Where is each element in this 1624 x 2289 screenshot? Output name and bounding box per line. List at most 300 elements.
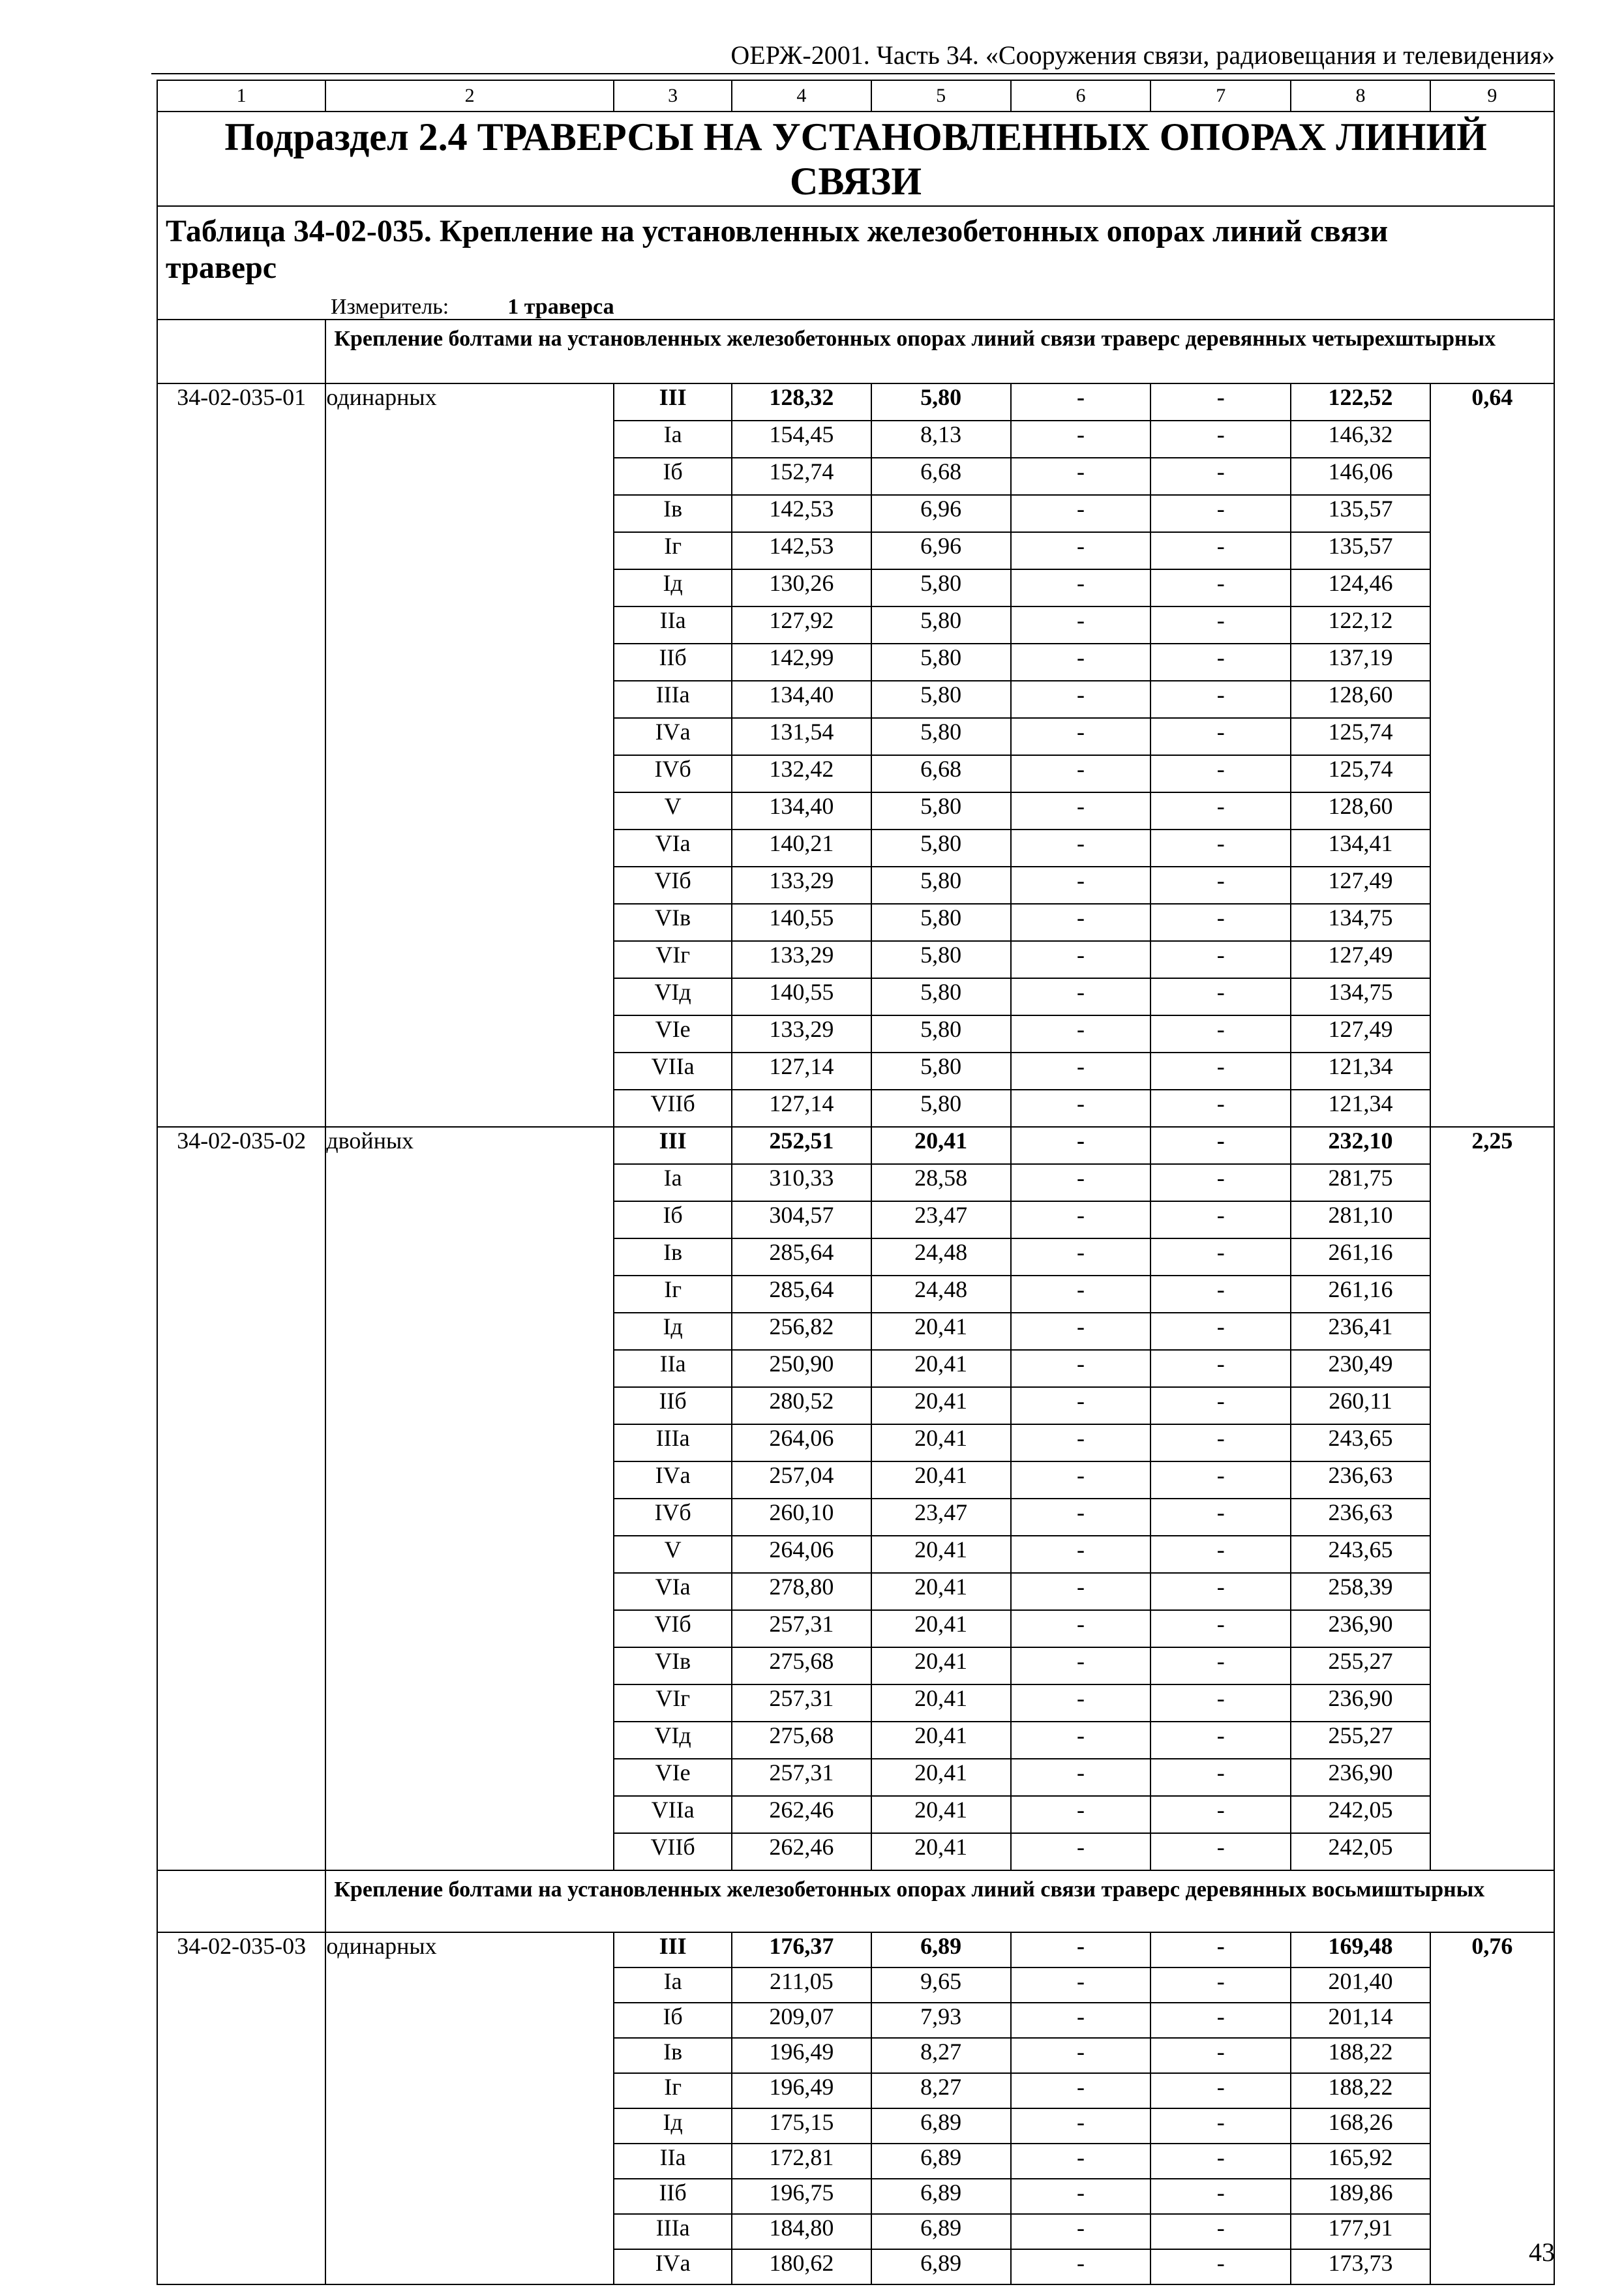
- rate-name: одинарных: [325, 1932, 614, 2284]
- labor-cost-cell: 20,41: [871, 1722, 1011, 1759]
- driver-wage-cell: -: [1150, 1499, 1291, 1536]
- total-cost-cell: 257,31: [732, 1610, 871, 1647]
- zone-cell: Iг: [614, 1276, 732, 1313]
- zone-cell: VIв: [614, 1647, 732, 1684]
- materials-cost-cell: 128,60: [1291, 681, 1430, 718]
- materials-cost-cell: 188,22: [1291, 2073, 1430, 2108]
- labor-cost-cell: 28,58: [871, 1164, 1011, 1201]
- driver-wage-cell: -: [1150, 2003, 1291, 2038]
- column-number: 2: [325, 80, 614, 112]
- labor-cost-cell: 5,80: [871, 1090, 1011, 1127]
- total-cost-cell: 252,51: [732, 1127, 871, 1164]
- measure-label: Измеритель:: [331, 295, 449, 319]
- labor-cost-cell: 5,80: [871, 681, 1011, 718]
- labor-cost-cell: 20,41: [871, 1313, 1011, 1350]
- group-heading: Крепление болтами на установленных железобетонных опорах линий связи траверс деревянных четырехштырных: [334, 327, 1496, 351]
- table-row: [157, 1932, 1554, 1967]
- driver-wage-cell: -: [1150, 1424, 1291, 1461]
- labor-cost-cell: 6,89: [871, 2249, 1011, 2284]
- driver-wage-cell: -: [1150, 978, 1291, 1015]
- labor-cost-cell: 5,80: [871, 941, 1011, 978]
- total-cost-cell: 180,62: [732, 2249, 871, 2284]
- driver-wage-cell: -: [1150, 1387, 1291, 1424]
- machine-cost-cell: -: [1011, 383, 1150, 421]
- zone-cell: VIIб: [614, 1833, 732, 1870]
- labor-cost-cell: 20,41: [871, 1684, 1011, 1722]
- materials-cost-cell: 122,52: [1291, 383, 1430, 421]
- machine-cost-cell: -: [1011, 755, 1150, 792]
- labor-cost-cell: 23,47: [871, 1201, 1011, 1238]
- driver-wage-cell: -: [1150, 495, 1291, 532]
- labor-hours-cell: 2,25: [1430, 1127, 1554, 1870]
- total-cost-cell: 184,80: [732, 2214, 871, 2249]
- total-cost-cell: 133,29: [732, 867, 871, 904]
- zone-cell: IVб: [614, 1499, 732, 1536]
- materials-cost-cell: 281,75: [1291, 1164, 1430, 1201]
- rate-code: 34-02-035-03: [157, 1932, 325, 2284]
- total-cost-cell: 285,64: [732, 1276, 871, 1313]
- materials-cost-cell: 230,49: [1291, 1350, 1430, 1387]
- zone-cell: VIб: [614, 867, 732, 904]
- total-cost-cell: 264,06: [732, 1536, 871, 1573]
- materials-cost-cell: 134,75: [1291, 904, 1430, 941]
- driver-wage-cell: -: [1150, 383, 1291, 421]
- driver-wage-cell: -: [1150, 830, 1291, 867]
- rates-table: [157, 80, 1555, 2285]
- labor-cost-cell: 20,41: [871, 1759, 1011, 1796]
- total-cost-cell: 280,52: [732, 1387, 871, 1424]
- zone-cell: VIа: [614, 830, 732, 867]
- labor-cost-cell: 5,80: [871, 978, 1011, 1015]
- driver-wage-cell: -: [1150, 421, 1291, 458]
- materials-cost-cell: 255,27: [1291, 1647, 1430, 1684]
- materials-cost-cell: 168,26: [1291, 2108, 1430, 2144]
- machine-cost-cell: -: [1011, 830, 1150, 867]
- total-cost-cell: 260,10: [732, 1499, 871, 1536]
- zone-cell: Iв: [614, 495, 732, 532]
- driver-wage-cell: -: [1150, 1833, 1291, 1870]
- zone-cell: III: [614, 1932, 732, 1967]
- materials-cost-cell: 127,49: [1291, 867, 1430, 904]
- labor-cost-cell: 20,41: [871, 1647, 1011, 1684]
- materials-cost-cell: 134,41: [1291, 830, 1430, 867]
- header-rule: [151, 73, 1555, 74]
- machine-cost-cell: -: [1011, 569, 1150, 606]
- machine-cost-cell: -: [1011, 2144, 1150, 2179]
- driver-wage-cell: -: [1150, 1722, 1291, 1759]
- zone-cell: IIб: [614, 1387, 732, 1424]
- machine-cost-cell: -: [1011, 1276, 1150, 1313]
- machine-cost-cell: -: [1011, 1424, 1150, 1461]
- labor-cost-cell: 24,48: [871, 1238, 1011, 1276]
- group-heading-cell: [325, 1870, 1554, 1932]
- machine-cost-cell: -: [1011, 2003, 1150, 2038]
- zone-cell: VIв: [614, 904, 732, 941]
- column-number: 8: [1291, 80, 1430, 112]
- total-cost-cell: 209,07: [732, 2003, 871, 2038]
- labor-cost-cell: 9,65: [871, 1967, 1011, 2003]
- table-row: [157, 1127, 1554, 1164]
- total-cost-cell: 127,14: [732, 1090, 871, 1127]
- machine-cost-cell: -: [1011, 1610, 1150, 1647]
- group-heading-cell: [325, 320, 1554, 383]
- labor-cost-cell: 8,27: [871, 2038, 1011, 2073]
- driver-wage-cell: -: [1150, 1684, 1291, 1722]
- materials-cost-cell: 127,49: [1291, 941, 1430, 978]
- driver-wage-cell: -: [1150, 569, 1291, 606]
- driver-wage-cell: -: [1150, 1461, 1291, 1499]
- total-cost-cell: 140,55: [732, 904, 871, 941]
- zone-cell: Iб: [614, 458, 732, 495]
- labor-cost-cell: 20,41: [871, 1387, 1011, 1424]
- zone-cell: Iг: [614, 2073, 732, 2108]
- total-cost-cell: 278,80: [732, 1573, 871, 1610]
- labor-cost-cell: 20,41: [871, 1461, 1011, 1499]
- zone-cell: IIб: [614, 2179, 732, 2214]
- driver-wage-cell: -: [1150, 532, 1291, 569]
- machine-cost-cell: -: [1011, 1932, 1150, 1967]
- total-cost-cell: 127,14: [732, 1053, 871, 1090]
- driver-wage-cell: -: [1150, 867, 1291, 904]
- labor-cost-cell: 6,89: [871, 2214, 1011, 2249]
- zone-cell: Iа: [614, 1164, 732, 1201]
- driver-wage-cell: -: [1150, 718, 1291, 755]
- total-cost-cell: 257,31: [732, 1759, 871, 1796]
- materials-cost-cell: 128,60: [1291, 792, 1430, 830]
- labor-cost-cell: 5,80: [871, 792, 1011, 830]
- total-cost-cell: 134,40: [732, 792, 871, 830]
- driver-wage-cell: -: [1150, 1276, 1291, 1313]
- machine-cost-cell: -: [1011, 1164, 1150, 1201]
- machine-cost-cell: -: [1011, 1313, 1150, 1350]
- machine-cost-cell: -: [1011, 681, 1150, 718]
- table-row: [157, 383, 1554, 421]
- driver-wage-cell: -: [1150, 1759, 1291, 1796]
- labor-cost-cell: 23,47: [871, 1499, 1011, 1536]
- driver-wage-cell: -: [1150, 1573, 1291, 1610]
- machine-cost-cell: -: [1011, 532, 1150, 569]
- zone-cell: Iа: [614, 1967, 732, 2003]
- materials-cost-cell: 135,57: [1291, 532, 1430, 569]
- driver-wage-cell: -: [1150, 755, 1291, 792]
- machine-cost-cell: -: [1011, 978, 1150, 1015]
- subsection-title-row: [157, 112, 1554, 206]
- labor-cost-cell: 6,68: [871, 458, 1011, 495]
- total-cost-cell: 152,74: [732, 458, 871, 495]
- labor-cost-cell: 6,96: [871, 495, 1011, 532]
- machine-cost-cell: -: [1011, 1833, 1150, 1870]
- zone-cell: III: [614, 1127, 732, 1164]
- column-number: 6: [1011, 80, 1150, 112]
- machine-cost-cell: -: [1011, 1684, 1150, 1722]
- total-cost-cell: 130,26: [732, 569, 871, 606]
- machine-cost-cell: -: [1011, 1573, 1150, 1610]
- labor-cost-cell: 5,80: [871, 383, 1011, 421]
- machine-cost-cell: -: [1011, 941, 1150, 978]
- driver-wage-cell: -: [1150, 1015, 1291, 1053]
- labor-cost-cell: 8,13: [871, 421, 1011, 458]
- machine-cost-cell: -: [1011, 1499, 1150, 1536]
- materials-cost-cell: 236,90: [1291, 1610, 1430, 1647]
- column-number: 5: [871, 80, 1011, 112]
- zone-cell: IIа: [614, 2144, 732, 2179]
- driver-wage-cell: -: [1150, 2214, 1291, 2249]
- zone-cell: VIIб: [614, 1090, 732, 1127]
- zone-cell: V: [614, 792, 732, 830]
- materials-cost-cell: 135,57: [1291, 495, 1430, 532]
- labor-cost-cell: 6,89: [871, 2144, 1011, 2179]
- group-heading: Крепление болтами на установленных железобетонных опорах линий связи траверс деревянных восьмиштырных: [334, 1878, 1485, 1902]
- driver-wage-cell: -: [1150, 1536, 1291, 1573]
- driver-wage-cell: -: [1150, 2108, 1291, 2144]
- driver-wage-cell: -: [1150, 1090, 1291, 1127]
- group-heading-row: [157, 1870, 1554, 1932]
- total-cost-cell: 275,68: [732, 1647, 871, 1684]
- column-number: 7: [1150, 80, 1291, 112]
- total-cost-cell: 128,32: [732, 383, 871, 421]
- zone-cell: III: [614, 383, 732, 421]
- total-cost-cell: 310,33: [732, 1164, 871, 1201]
- total-cost-cell: 196,49: [732, 2038, 871, 2073]
- total-cost-cell: 142,99: [732, 644, 871, 681]
- total-cost-cell: 262,46: [732, 1796, 871, 1833]
- zone-cell: IVб: [614, 755, 732, 792]
- driver-wage-cell: -: [1150, 792, 1291, 830]
- machine-cost-cell: -: [1011, 2214, 1150, 2249]
- materials-cost-cell: 243,65: [1291, 1424, 1430, 1461]
- machine-cost-cell: -: [1011, 421, 1150, 458]
- labor-hours-cell: 0,76: [1430, 1932, 1554, 2284]
- zone-cell: Iд: [614, 569, 732, 606]
- total-cost-cell: 196,49: [732, 2073, 871, 2108]
- materials-cost-cell: 261,16: [1291, 1276, 1430, 1313]
- driver-wage-cell: -: [1150, 1350, 1291, 1387]
- group-heading-blank: [157, 1870, 325, 1932]
- labor-cost-cell: 20,41: [871, 1536, 1011, 1573]
- materials-cost-cell: 177,91: [1291, 2214, 1430, 2249]
- machine-cost-cell: -: [1011, 904, 1150, 941]
- labor-cost-cell: 5,80: [871, 718, 1011, 755]
- labor-cost-cell: 20,41: [871, 1424, 1011, 1461]
- machine-cost-cell: -: [1011, 1722, 1150, 1759]
- zone-cell: Iв: [614, 1238, 732, 1276]
- zone-cell: VIд: [614, 1722, 732, 1759]
- measure-value: 1 траверса: [507, 295, 614, 319]
- machine-cost-cell: -: [1011, 2038, 1150, 2073]
- total-cost-cell: 211,05: [732, 1967, 871, 2003]
- zone-cell: Iд: [614, 1313, 732, 1350]
- driver-wage-cell: -: [1150, 1610, 1291, 1647]
- total-cost-cell: 256,82: [732, 1313, 871, 1350]
- materials-cost-cell: 242,05: [1291, 1833, 1430, 1870]
- labor-cost-cell: 5,80: [871, 830, 1011, 867]
- zone-cell: Iб: [614, 1201, 732, 1238]
- machine-cost-cell: -: [1011, 2249, 1150, 2284]
- zone-cell: Iб: [614, 2003, 732, 2038]
- zone-cell: VIа: [614, 1573, 732, 1610]
- labor-cost-cell: 24,48: [871, 1276, 1011, 1313]
- driver-wage-cell: -: [1150, 904, 1291, 941]
- zone-cell: IIа: [614, 606, 732, 644]
- measure-line: [331, 289, 614, 325]
- table-title: Таблица 34-02-035. Крепление на установленных железобетонных опорах линий связи траверс: [166, 214, 1389, 285]
- total-cost-cell: 133,29: [732, 941, 871, 978]
- driver-wage-cell: -: [1150, 1201, 1291, 1238]
- materials-cost-cell: 236,41: [1291, 1313, 1430, 1350]
- labor-cost-cell: 20,41: [871, 1573, 1011, 1610]
- machine-cost-cell: -: [1011, 495, 1150, 532]
- materials-cost-cell: 125,74: [1291, 718, 1430, 755]
- rate-name: одинарных: [325, 383, 614, 1127]
- driver-wage-cell: -: [1150, 2179, 1291, 2214]
- materials-cost-cell: 124,46: [1291, 569, 1430, 606]
- total-cost-cell: 196,75: [732, 2179, 871, 2214]
- labor-cost-cell: 5,80: [871, 904, 1011, 941]
- driver-wage-cell: -: [1150, 2038, 1291, 2073]
- labor-cost-cell: 20,41: [871, 1610, 1011, 1647]
- driver-wage-cell: -: [1150, 1932, 1291, 1967]
- machine-cost-cell: -: [1011, 1759, 1150, 1796]
- total-cost-cell: 140,55: [732, 978, 871, 1015]
- machine-cost-cell: -: [1011, 1647, 1150, 1684]
- materials-cost-cell: 189,86: [1291, 2179, 1430, 2214]
- labor-cost-cell: 6,68: [871, 755, 1011, 792]
- materials-cost-cell: 236,63: [1291, 1461, 1430, 1499]
- driver-wage-cell: -: [1150, 1238, 1291, 1276]
- zone-cell: IIIа: [614, 1424, 732, 1461]
- machine-cost-cell: -: [1011, 1053, 1150, 1090]
- machine-cost-cell: -: [1011, 1796, 1150, 1833]
- zone-cell: VIд: [614, 978, 732, 1015]
- column-number: 1: [157, 80, 325, 112]
- materials-cost-cell: 261,16: [1291, 1238, 1430, 1276]
- materials-cost-cell: 236,90: [1291, 1759, 1430, 1796]
- column-number: 4: [732, 80, 871, 112]
- materials-cost-cell: 255,27: [1291, 1722, 1430, 1759]
- machine-cost-cell: -: [1011, 2179, 1150, 2214]
- column-number: 9: [1430, 80, 1554, 112]
- labor-cost-cell: 8,27: [871, 2073, 1011, 2108]
- total-cost-cell: 133,29: [732, 1015, 871, 1053]
- machine-cost-cell: -: [1011, 1387, 1150, 1424]
- driver-wage-cell: -: [1150, 2144, 1291, 2179]
- materials-cost-cell: 236,63: [1291, 1499, 1430, 1536]
- labor-cost-cell: 5,80: [871, 1015, 1011, 1053]
- machine-cost-cell: -: [1011, 458, 1150, 495]
- total-cost-cell: 176,37: [732, 1932, 871, 1967]
- machine-cost-cell: -: [1011, 1461, 1150, 1499]
- zone-cell: VIIа: [614, 1053, 732, 1090]
- labor-cost-cell: 6,89: [871, 2179, 1011, 2214]
- materials-cost-cell: 165,92: [1291, 2144, 1430, 2179]
- materials-cost-cell: 146,32: [1291, 421, 1430, 458]
- driver-wage-cell: -: [1150, 1647, 1291, 1684]
- labor-cost-cell: 20,41: [871, 1127, 1011, 1164]
- labor-cost-cell: 5,80: [871, 606, 1011, 644]
- labor-cost-cell: 6,96: [871, 532, 1011, 569]
- machine-cost-cell: -: [1011, 1967, 1150, 2003]
- materials-cost-cell: 121,34: [1291, 1090, 1430, 1127]
- total-cost-cell: 264,06: [732, 1424, 871, 1461]
- total-cost-cell: 134,40: [732, 681, 871, 718]
- total-cost-cell: 131,54: [732, 718, 871, 755]
- driver-wage-cell: -: [1150, 2249, 1291, 2284]
- total-cost-cell: 172,81: [732, 2144, 871, 2179]
- zone-cell: VIб: [614, 1610, 732, 1647]
- driver-wage-cell: -: [1150, 941, 1291, 978]
- column-number-row: [157, 80, 1554, 112]
- driver-wage-cell: -: [1150, 458, 1291, 495]
- rates-table-body: [157, 80, 1554, 2284]
- machine-cost-cell: -: [1011, 1238, 1150, 1276]
- rate-code: 34-02-035-02: [157, 1127, 325, 1870]
- labor-cost-cell: 5,80: [871, 1053, 1011, 1090]
- machine-cost-cell: -: [1011, 1015, 1150, 1053]
- group-heading-blank: [157, 320, 325, 383]
- labor-cost-cell: 20,41: [871, 1833, 1011, 1870]
- machine-cost-cell: -: [1011, 1350, 1150, 1387]
- machine-cost-cell: -: [1011, 606, 1150, 644]
- subsection-title: Подраздел 2.4 ТРАВЕРСЫ НА УСТАНОВЛЕННЫХ ОПОРАХ ЛИНИЙ СВЯЗИ: [157, 112, 1554, 206]
- materials-cost-cell: 258,39: [1291, 1573, 1430, 1610]
- group-heading-row: [157, 320, 1554, 383]
- materials-cost-cell: 232,10: [1291, 1127, 1430, 1164]
- rate-code: 34-02-035-01: [157, 383, 325, 1127]
- driver-wage-cell: -: [1150, 606, 1291, 644]
- materials-cost-cell: 122,12: [1291, 606, 1430, 644]
- total-cost-cell: 175,15: [732, 2108, 871, 2144]
- labor-cost-cell: 7,93: [871, 2003, 1011, 2038]
- driver-wage-cell: -: [1150, 1164, 1291, 1201]
- materials-cost-cell: 125,74: [1291, 755, 1430, 792]
- total-cost-cell: 154,45: [732, 421, 871, 458]
- zone-cell: IVа: [614, 2249, 732, 2284]
- zone-cell: VIг: [614, 1684, 732, 1722]
- machine-cost-cell: -: [1011, 867, 1150, 904]
- materials-cost-cell: 134,75: [1291, 978, 1430, 1015]
- table-title-cell: [157, 206, 1554, 320]
- total-cost-cell: 132,42: [732, 755, 871, 792]
- driver-wage-cell: -: [1150, 644, 1291, 681]
- page-number: 43: [1529, 2237, 1555, 2267]
- total-cost-cell: 127,92: [732, 606, 871, 644]
- driver-wage-cell: -: [1150, 1127, 1291, 1164]
- total-cost-cell: 257,04: [732, 1461, 871, 1499]
- zone-cell: VIе: [614, 1759, 732, 1796]
- machine-cost-cell: -: [1011, 718, 1150, 755]
- materials-cost-cell: 242,05: [1291, 1796, 1430, 1833]
- zone-cell: V: [614, 1536, 732, 1573]
- total-cost-cell: 140,21: [732, 830, 871, 867]
- machine-cost-cell: -: [1011, 2073, 1150, 2108]
- labor-cost-cell: 5,80: [871, 644, 1011, 681]
- zone-cell: VIе: [614, 1015, 732, 1053]
- driver-wage-cell: -: [1150, 1313, 1291, 1350]
- total-cost-cell: 275,68: [732, 1722, 871, 1759]
- zone-cell: IIIа: [614, 2214, 732, 2249]
- labor-cost-cell: 5,80: [871, 569, 1011, 606]
- materials-cost-cell: 243,65: [1291, 1536, 1430, 1573]
- total-cost-cell: 304,57: [732, 1201, 871, 1238]
- labor-hours-cell: 0,64: [1430, 383, 1554, 1127]
- machine-cost-cell: -: [1011, 1127, 1150, 1164]
- column-number: 3: [614, 80, 732, 112]
- materials-cost-cell: 137,19: [1291, 644, 1430, 681]
- machine-cost-cell: -: [1011, 1536, 1150, 1573]
- total-cost-cell: 262,46: [732, 1833, 871, 1870]
- total-cost-cell: 257,31: [732, 1684, 871, 1722]
- labor-cost-cell: 6,89: [871, 2108, 1011, 2144]
